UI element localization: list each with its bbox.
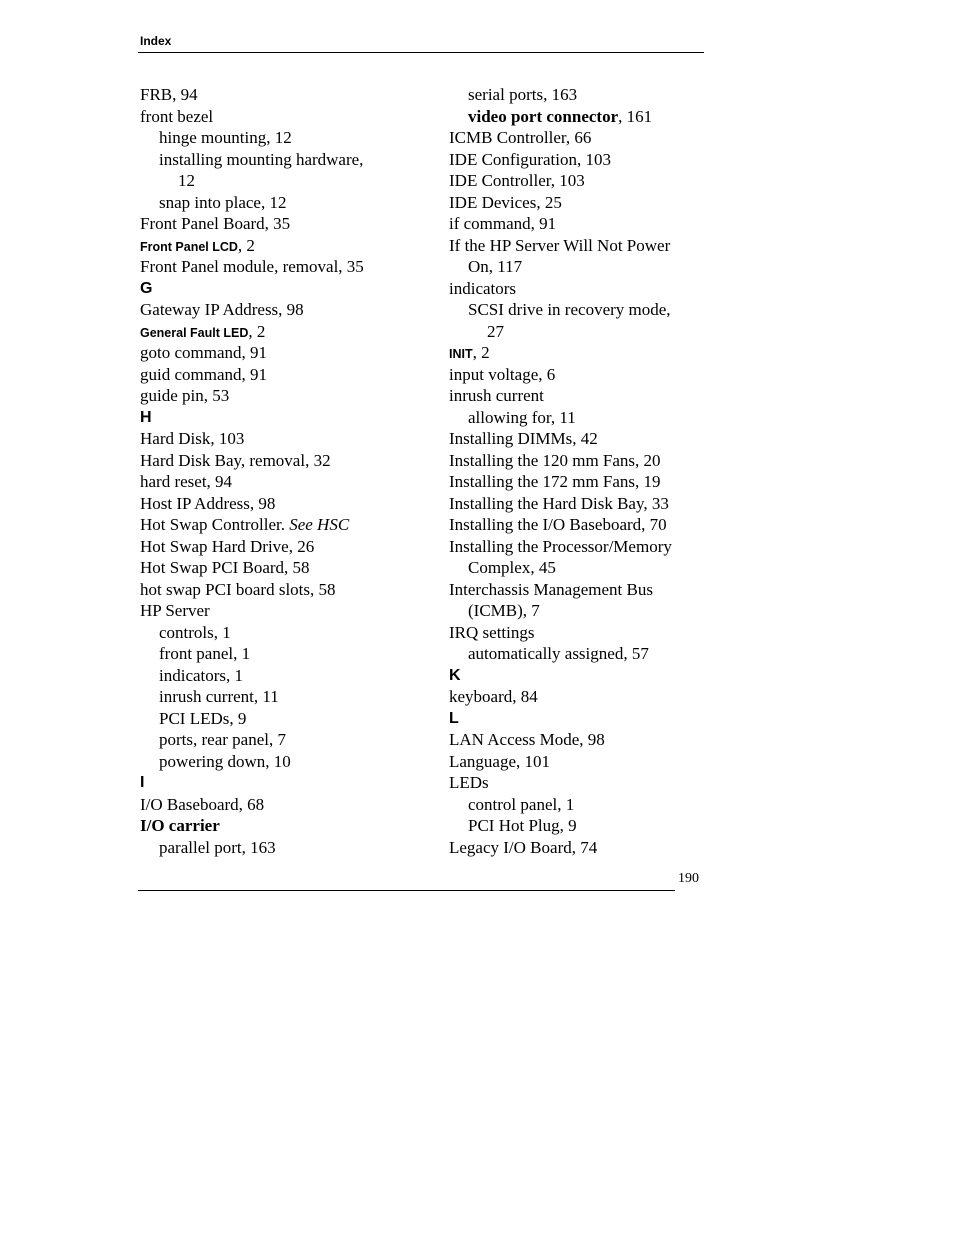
index-column-right — [449, 84, 749, 858]
page-number: 190 — [678, 871, 699, 886]
index-entry: Front Panel module, removal, 35 — [140, 257, 364, 276]
index-subentry: PCI Hot Plug, 9 — [468, 816, 577, 835]
index-subentry: parallel port, 163 — [159, 837, 276, 857]
index-entry: goto command, 91 — [140, 343, 268, 362]
index-subentry: snap into place, 12 — [159, 192, 287, 212]
footer-rule — [138, 890, 675, 891]
index-entry — [449, 342, 749, 364]
index-term-sans: INIT — [449, 347, 473, 361]
index-subentry: controls, 1 — [159, 622, 231, 642]
index-entry: If the HP Server Will Not Power — [449, 235, 671, 255]
index-page-ref: , 2 — [237, 235, 255, 255]
index-subentry: SCSI drive in recovery mode, — [468, 300, 671, 319]
index-page-ref: , 2 — [472, 343, 490, 362]
index-entry: I/O carrier — [140, 816, 220, 835]
index-subentry: PCI LEDs, 9 — [159, 708, 247, 728]
header-rule — [138, 52, 704, 53]
index-entry — [140, 235, 440, 257]
index-letter-heading: L — [449, 709, 459, 727]
index-term: Hot Swap Controller. — [140, 515, 290, 534]
index-subentry: hinge mounting, 12 — [159, 128, 292, 147]
index-entry: IDE Configuration, 103 — [449, 149, 611, 169]
index-letter-heading: G — [140, 279, 153, 297]
index-letter-heading: K — [449, 666, 461, 684]
index-subentry-continuation: 27 — [487, 321, 504, 341]
index-entry: IRQ settings — [449, 622, 535, 642]
index-entry: hard reset, 94 — [140, 472, 233, 491]
index-letter-heading: I — [140, 774, 145, 791]
index-entry: guide pin, 53 — [140, 386, 230, 405]
index-entry: ICMB Controller, 66 — [449, 128, 592, 147]
index-entry: Installing the 172 mm Fans, 19 — [449, 472, 661, 491]
index-entry: Interchassis Management Bus — [449, 579, 653, 599]
index-entry: Hard Disk, 103 — [140, 429, 245, 448]
index-subentry: powering down, 10 — [159, 751, 291, 771]
index-subentry: control panel, 1 — [468, 794, 575, 814]
index-subentry: indicators, 1 — [159, 665, 244, 685]
index-entry: front bezel — [140, 106, 214, 126]
index-entry: I/O Baseboard, 68 — [140, 794, 265, 814]
index-see-reference: See HSC — [289, 515, 350, 534]
index-entry — [140, 514, 440, 536]
index-entry: hot swap PCI board slots, 58 — [140, 579, 336, 599]
index-entry: Installing the Hard Disk Bay, 33 — [449, 493, 669, 513]
index-subentry: serial ports, 163 — [468, 85, 578, 104]
index-entry: Installing the I/O Baseboard, 70 — [449, 515, 667, 534]
index-entry: guid command, 91 — [140, 364, 268, 384]
index-page-ref: , 2 — [248, 321, 266, 341]
index-subentry: automatically assigned, 57 — [468, 644, 649, 663]
index-entry: Language, 101 — [449, 751, 551, 771]
index-subentry: ports, rear panel, 7 — [159, 730, 286, 749]
index-entry-continuation: On, 117 — [468, 257, 523, 276]
index-page-ref: , 161 — [618, 106, 653, 126]
index-entry: if command, 91 — [449, 214, 557, 233]
index-entry: FRB, 94 — [140, 85, 198, 104]
index-term-sans: Front Panel LCD — [140, 239, 238, 254]
index-entry: indicators — [449, 278, 517, 298]
index-entry: Front Panel Board, 35 — [140, 214, 291, 233]
index-entry-continuation: (ICMB), 7 — [468, 601, 540, 620]
index-subentry-continuation: 12 — [178, 171, 195, 190]
index-entry: LAN Access Mode, 98 — [449, 730, 605, 749]
index-entry-continuation: Complex, 45 — [468, 558, 556, 577]
index-entry: keyboard, 84 — [449, 687, 538, 706]
index-entry: HP Server — [140, 601, 210, 620]
index-subentry: inrush current, 11 — [159, 687, 279, 706]
index-entry: Hard Disk Bay, removal, 32 — [140, 450, 331, 470]
index-entry: Installing DIMMs, 42 — [449, 429, 598, 448]
index-entry: IDE Controller, 103 — [449, 171, 585, 190]
index-entry: Installing the Processor/Memory — [449, 536, 672, 556]
index-entry: input voltage, 6 — [449, 364, 556, 384]
index-entry — [140, 321, 440, 343]
page-header-title: Index — [140, 34, 172, 48]
index-entry: Host IP Address, 98 — [140, 493, 276, 513]
index-term-sans: General Fault LED — [140, 325, 249, 340]
index-subentry — [449, 106, 749, 128]
index-subentry: installing mounting hardware, — [159, 149, 364, 169]
index-entry: Installing the 120 mm Fans, 20 — [449, 450, 661, 470]
index-subentry: front panel, 1 — [159, 644, 251, 663]
index-entry: LEDs — [449, 773, 489, 792]
index-subentry: allowing for, 11 — [468, 407, 576, 427]
index-entry: inrush current — [449, 386, 544, 405]
index-entry: Hot Swap Hard Drive, 26 — [140, 536, 315, 556]
index-letter-heading: H — [140, 408, 152, 426]
index-entry: Hot Swap PCI Board, 58 — [140, 558, 310, 577]
index-entry: Legacy I/O Board, 74 — [449, 837, 598, 857]
index-entry: IDE Devices, 25 — [449, 192, 562, 212]
index-entry: Gateway IP Address, 98 — [140, 300, 304, 319]
index-term-bold: video port connector — [468, 106, 619, 126]
index-column-left — [140, 84, 440, 858]
